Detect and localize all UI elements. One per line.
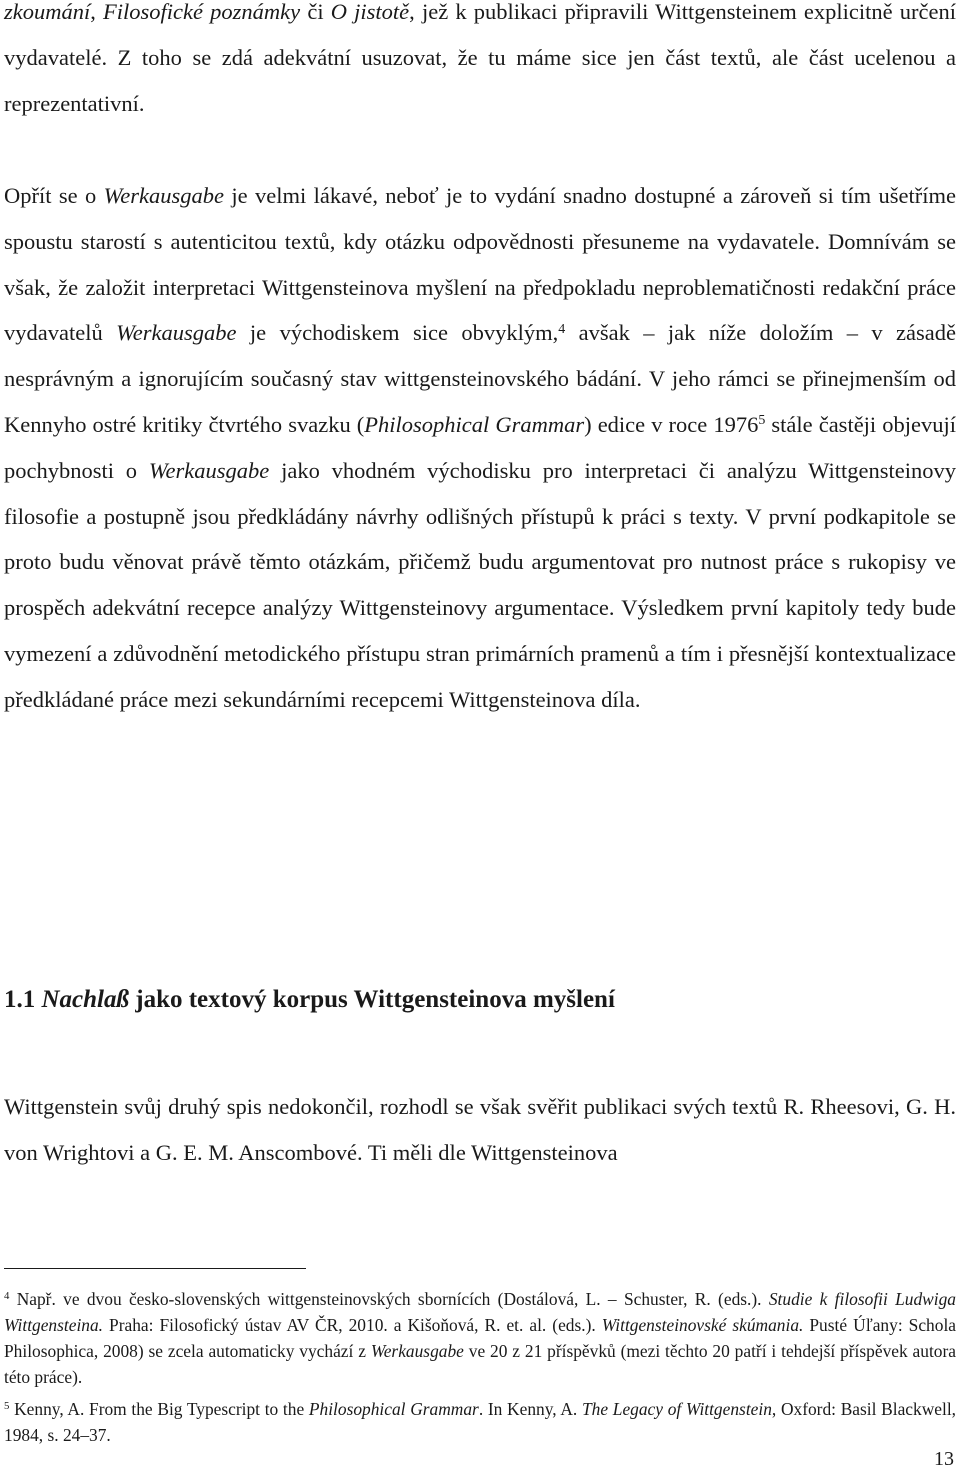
text-run: či (300, 0, 331, 24)
paragraph-section-start (4, 1084, 956, 1176)
text-run: Kenny, A. From the Big Typescript to the (9, 1399, 309, 1419)
text-run: ve 20 z 21 příspěvků (mezi těchto 20 patří i tehdejší příspěvek autora této práce). (4, 1341, 957, 1387)
text-run: Pusté Úľany: Schola Philosophica, 2008) se zcela automaticky vychází z (4, 1315, 956, 1361)
section-number: 1.1 (4, 986, 42, 1013)
footnote-marker: 5 (758, 413, 766, 429)
italic-text: Werkausgabe (370, 1341, 464, 1361)
footnote-4 (4, 1286, 956, 1390)
footnote-marker: 4 (558, 321, 566, 337)
footnote-separator (4, 1268, 306, 1269)
italic-text: Werkausgabe (148, 457, 270, 483)
footnote-5 (4, 1396, 956, 1448)
section-title-italic: Nachlaß (41, 986, 129, 1013)
italic-text: Werkausgabe (103, 183, 225, 208)
italic-text: Philosophical Grammar (308, 1399, 479, 1419)
italic-text: Werkausgabe (116, 320, 237, 346)
italic-text: Philosophical Grammar (364, 411, 585, 437)
italic-text: O jistotě (330, 0, 410, 24)
footnote-marker: 4 (4, 1290, 10, 1303)
text-run: stále častěji objevují pochybnosti o (4, 411, 956, 483)
text-run: , jež k publikaci připravili Wittgensteinem explicitně určení vydavatelé. Z toho se zdá adekvátní usuzovat, že tu máme sice jen část textů, ale část ucelenou a reprezentativní. (4, 0, 956, 116)
text-run: jako vhodném východisku pro interpretaci či analýzu Wittgensteinovy filosofie a postupně jsou předkládány návrhy odlišných přístupů k práci s texty. V první podkapitole se proto budu věnovat právě těmto otázkám, přičemž budu argumentovat pro nutnost práce s rukopisy ve prospěch adekvátní recepce analýzy Wittgensteinovy argumentace. Výsledkem první kapitoly tedy bude vymezení a zdůvodnění metodického přístupu stran primárních pramenů a tím i přesnější kontextualizace předkládané práce mezi sekundárními recepcemi Wittgensteinova díla. (4, 457, 957, 712)
text-run: , Oxford: Basil Blackwell, 1984, s. 24–37. (4, 1399, 956, 1445)
text-run: avšak – jak níže doložím – v zásadě nesprávným a ignorujícím současný stav wittgensteinovského bádání. V jeho rámci se přinejmenším od Kennyho ostré kritiky čtvrtého svazku ( (4, 320, 957, 437)
section-heading (4, 986, 615, 1014)
text-run: , (90, 0, 104, 24)
section-title-rest: jako textový korpus Wittgensteinova myšlení (129, 986, 615, 1013)
italic-text: Studie k filosofii Ludwiga Wittgensteina. (4, 1289, 957, 1335)
italic-text: zkoumání (4, 0, 91, 24)
paragraph-werkausgabe (4, 173, 956, 723)
text-run: Např. ve dvou česko-slovenských wittgensteinovských sbornících (Dostálová, L. – Schuster, R. (eds.). (9, 1289, 769, 1309)
text-run: ) edice v roce 1976 (584, 411, 759, 437)
text-run: Opřít se o (4, 183, 104, 208)
italic-text: Filosofické poznámky (103, 0, 301, 24)
text-run: Wittgenstein svůj druhý spis nedokončil, rozhodl se však svěřit publikaci svých textů R. Rheesovi, G. H. von Wrightovi a G. E. M. Anscombové. Ti měli dle Wittgensteinova (4, 1094, 956, 1165)
page-number: 13 (934, 1448, 954, 1470)
footnote-marker: 5 (4, 1400, 10, 1413)
text-run: Praha: Filosofický ústav AV ČR, 2010. a Kišoňová, R. et. al. (eds.). (103, 1315, 602, 1335)
italic-text: Wittgensteinovské skúmania. (601, 1315, 804, 1335)
text-run: je velmi lákavé, neboť je to vydání snadno dostupné a zároveň si tím ušetříme spoustu starostí s autenticitou textů, kdy otázku odpovědnosti přesuneme na vydavatele. Domnívám se však, že založit interpretaci Wittgensteinova myšlení na předpokladu neproblematičnosti redakční práce vydavatelů (4, 183, 956, 346)
italic-text: The Legacy of Wittgenstein (581, 1399, 772, 1419)
paragraph-intro-continuation (4, 0, 956, 126)
text-run: je východiskem sice obvyklým, (236, 320, 559, 346)
text-run: . In Kenny, A. (478, 1399, 582, 1419)
